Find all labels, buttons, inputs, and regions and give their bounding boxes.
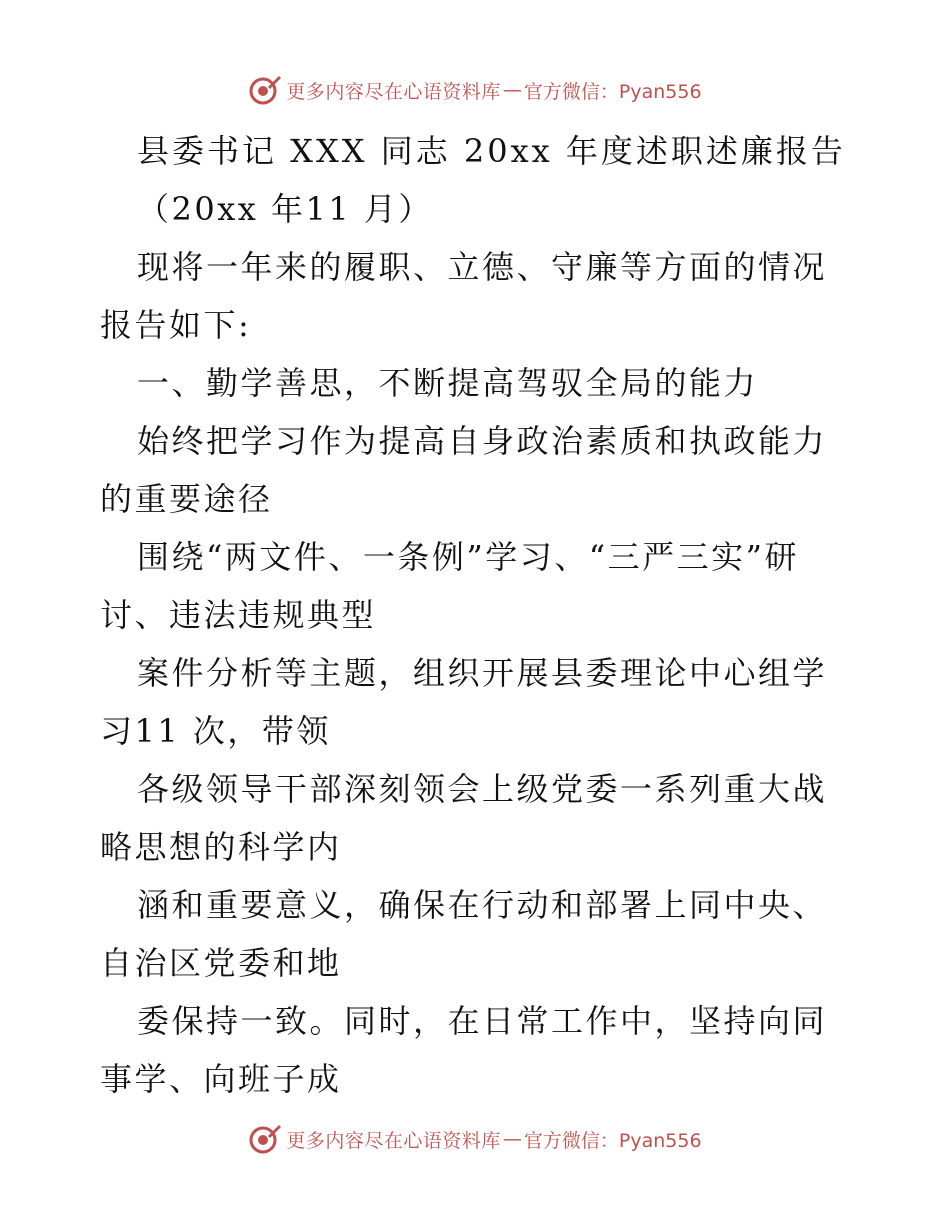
paragraph: 始终把学习作为提高自身政治素质和执政能力的重要途径 [100, 422, 828, 518]
watermark-footer [0, 1121, 950, 1157]
paragraph: 涵和重要意义，确保在行动和部署上同中央、自治区党委和地 [100, 886, 828, 982]
document-title: 县委书记 XXX 同志 20xx 年度述职述廉报告 [137, 132, 846, 170]
watermark-text: 更多内容尽在心语资料库 [286, 1129, 501, 1152]
watermark-separator: — [502, 79, 522, 101]
document-date: （20xx 年11 月） [137, 190, 433, 228]
paragraph: 委保持一致。同时，在日常工作中，坚持向同事学、向班子成 [100, 1002, 828, 1098]
watermark-suffix: 官方微信：Pyan556 [523, 80, 702, 103]
section-heading: 一、勤学善思，不断提高驾驭全局的能力 [137, 364, 759, 402]
paragraph: 各级领导干部深刻领会上级党委一系列重大战略思想的科学内 [100, 770, 828, 866]
pen-logo-icon [248, 73, 282, 107]
watermark-text: 更多内容尽在心语资料库 [286, 80, 501, 103]
paragraph: 案件分析等主题，组织开展县委理论中心组学习11 次，带领 [100, 654, 828, 750]
watermark-suffix: 官方微信：Pyan556 [523, 1129, 702, 1152]
paragraph: 围绕“两文件、一条例”学习、“三严三实”研讨、违法违规典型 [100, 538, 799, 634]
watermark-separator: — [502, 1128, 522, 1150]
document-body [100, 122, 860, 1108]
pen-logo-icon [248, 1122, 282, 1156]
paragraph-intro: 现将一年来的履职、立德、守廉等方面的情况报告如下: [100, 248, 828, 344]
watermark-header [0, 72, 950, 108]
